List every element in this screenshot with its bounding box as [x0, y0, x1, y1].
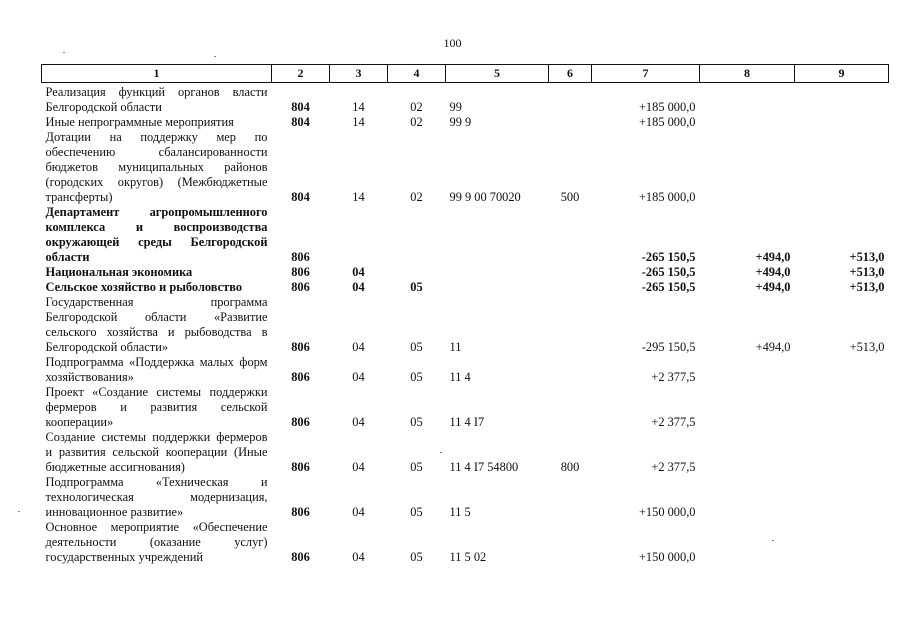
cell-col-2: 806: [291, 370, 310, 384]
cell-col-4: 02: [410, 100, 423, 114]
cell-col-9: +513,0: [849, 340, 885, 354]
cell-col-7: +2 377,5: [651, 415, 696, 429]
cell-col-8: [700, 430, 795, 475]
cell-col-8: [700, 520, 795, 565]
column-header: 9: [795, 65, 889, 83]
row-description: Департамент агропромышленного комплекса и воспроизводства окружающей среды Белгородской области: [45, 205, 268, 264]
cell-col-6: 800: [560, 460, 580, 474]
column-header: 6: [549, 65, 592, 83]
cell-col-3: 14: [352, 115, 365, 129]
cell-col-9: [795, 115, 889, 130]
cell-col-4: [388, 205, 446, 265]
cell-col-4: 02: [410, 115, 423, 129]
table-row: [42, 520, 889, 565]
table-row: [42, 430, 889, 475]
cell-col-9: [795, 385, 889, 430]
cell-col-2: 806: [291, 280, 310, 294]
row-description: Дотации на поддержку мер по обеспечению сбалансированности бюджетов муниципальных районов (городских округов) (Межбюджетные трансферты): [45, 130, 268, 204]
header-row: [42, 65, 889, 83]
cell-col-8: [700, 130, 795, 205]
row-description: Подпрограмма «Техническая и технологическая модернизация, инновационное развитие»: [45, 475, 268, 519]
cell-col-2: 806: [291, 250, 310, 264]
page-number: 100: [443, 36, 462, 50]
table-row: [42, 205, 889, 265]
cell-col-8: [700, 385, 795, 430]
row-description: Проект «Создание системы поддержки фермеров и развития сельской кооперации»: [45, 385, 268, 429]
cell-col-4: 02: [410, 190, 423, 204]
cell-col-6: [549, 265, 592, 280]
cell-col-9: +513,0: [849, 265, 885, 279]
cell-col-4: 05: [410, 370, 423, 384]
budget-table: [41, 64, 889, 565]
cell-col-2: 806: [291, 340, 310, 354]
cell-col-7: -265 150,5: [641, 250, 696, 264]
row-description: Основное мероприятие «Обеспечение деятельности (оказание услуг) государственных учреждений: [45, 520, 268, 564]
cell-col-5: 11 5: [449, 505, 471, 519]
cell-col-7: -265 150,5: [641, 280, 696, 294]
cell-col-2: 806: [291, 505, 310, 519]
column-header: 1: [42, 65, 272, 83]
cell-col-2: 804: [291, 190, 310, 204]
cell-col-6: [549, 475, 592, 520]
cell-col-9: +513,0: [849, 280, 885, 294]
cell-col-9: [795, 520, 889, 565]
table-row: [42, 280, 889, 295]
cell-col-5: 11: [449, 340, 462, 354]
cell-col-5: [446, 280, 549, 295]
table-row: [42, 265, 889, 280]
table-row: [42, 475, 889, 520]
cell-col-9: [795, 85, 889, 115]
cell-col-8: +494,0: [755, 265, 791, 279]
cell-col-3: 04: [352, 550, 365, 564]
column-header: 3: [330, 65, 388, 83]
cell-col-8: [700, 85, 795, 115]
cell-col-4: 05: [410, 280, 423, 294]
row-description: Национальная экономика: [45, 265, 193, 279]
cell-col-3: 04: [352, 340, 365, 354]
cell-col-2: 804: [291, 100, 310, 114]
cell-col-4: 05: [410, 550, 423, 564]
scan-speck: [440, 452, 442, 453]
row-description: Сельское хозяйство и рыболовство: [45, 280, 243, 294]
cell-col-7: +185 000,0: [638, 100, 696, 114]
cell-col-4: [388, 265, 446, 280]
cell-col-5: 99 9: [449, 115, 472, 129]
cell-col-9: [795, 430, 889, 475]
cell-col-3: [330, 205, 388, 265]
cell-col-3: 14: [352, 100, 365, 114]
cell-col-2: 806: [291, 415, 310, 429]
table-row: [42, 85, 889, 115]
cell-col-5: [446, 205, 549, 265]
cell-col-8: +494,0: [755, 280, 791, 294]
cell-col-8: [700, 475, 795, 520]
cell-col-6: [549, 280, 592, 295]
cell-col-9: +513,0: [849, 250, 885, 264]
cell-col-7: +185 000,0: [638, 190, 696, 204]
cell-col-6: [549, 520, 592, 565]
cell-col-5: 11 4 I7 54800: [449, 460, 519, 474]
cell-col-2: 806: [291, 460, 310, 474]
row-description: Иные непрограммные мероприятия: [45, 115, 234, 129]
row-description: Создание системы поддержки фермеров и развития сельской кооперации (Иные бюджетные ассигнования): [45, 430, 268, 474]
cell-col-8: +494,0: [755, 340, 791, 354]
scan-speck: [63, 52, 65, 53]
cell-col-4: 05: [410, 505, 423, 519]
table-row: [42, 115, 889, 130]
cell-col-7: +2 377,5: [651, 370, 696, 384]
cell-col-9: [795, 130, 889, 205]
table-row: [42, 130, 889, 205]
cell-col-6: [549, 85, 592, 115]
cell-col-9: [795, 475, 889, 520]
cell-col-5: [446, 265, 549, 280]
cell-col-3: 04: [352, 460, 365, 474]
scan-speck: [772, 540, 774, 541]
cell-col-5: 99 9 00 70020: [449, 190, 521, 204]
cell-col-7: -265 150,5: [641, 265, 696, 279]
cell-col-6: [549, 355, 592, 385]
cell-col-9: [795, 355, 889, 385]
cell-col-3: 04: [352, 280, 365, 294]
cell-col-5: 11 4 I7: [449, 415, 485, 429]
cell-col-4: 05: [410, 340, 423, 354]
cell-col-2: 806: [291, 265, 310, 279]
cell-col-7: +150 000,0: [638, 505, 696, 519]
cell-col-7: +150 000,0: [638, 550, 696, 564]
cell-col-2: 806: [291, 550, 310, 564]
column-header: 5: [446, 65, 549, 83]
cell-col-2: 804: [291, 115, 310, 129]
table-row: [42, 355, 889, 385]
row-description: Государственная программа Белгородской области «Развитие сельского хозяйства и рыбоводства в Белгородской области»: [45, 295, 268, 354]
cell-col-8: [700, 355, 795, 385]
cell-col-5: 11 4: [449, 370, 471, 384]
cell-col-3: 04: [352, 415, 365, 429]
table-row: [42, 295, 889, 355]
cell-col-6: [549, 115, 592, 130]
scan-speck: [214, 56, 216, 57]
cell-col-3: 04: [352, 370, 365, 384]
cell-col-7: -295 150,5: [641, 340, 696, 354]
row-description: Подпрограмма «Поддержка малых форм хозяйствования»: [45, 355, 268, 384]
cell-col-6: [549, 385, 592, 430]
cell-col-5: 11 5 02: [449, 550, 487, 564]
column-header: 8: [700, 65, 795, 83]
cell-col-8: +494,0: [755, 250, 791, 264]
cell-col-6: [549, 295, 592, 355]
cell-col-6: [549, 205, 592, 265]
cell-col-3: 04: [352, 505, 365, 519]
cell-col-5: 99: [449, 100, 462, 114]
scan-speck: [18, 511, 20, 512]
cell-col-7: +185 000,0: [638, 115, 696, 129]
cell-col-7: +2 377,5: [651, 460, 696, 474]
column-header: 2: [272, 65, 330, 83]
column-header: 7: [592, 65, 700, 83]
cell-col-4: 05: [410, 415, 423, 429]
cell-col-3: 04: [352, 265, 365, 279]
column-header: 4: [388, 65, 446, 83]
row-description: Реализация функций органов власти Белгородской области: [45, 85, 268, 114]
table-row: [42, 385, 889, 430]
cell-col-4: 05: [410, 460, 423, 474]
cell-col-6: 500: [560, 190, 580, 204]
cell-col-3: 14: [352, 190, 365, 204]
cell-col-8: [700, 115, 795, 130]
